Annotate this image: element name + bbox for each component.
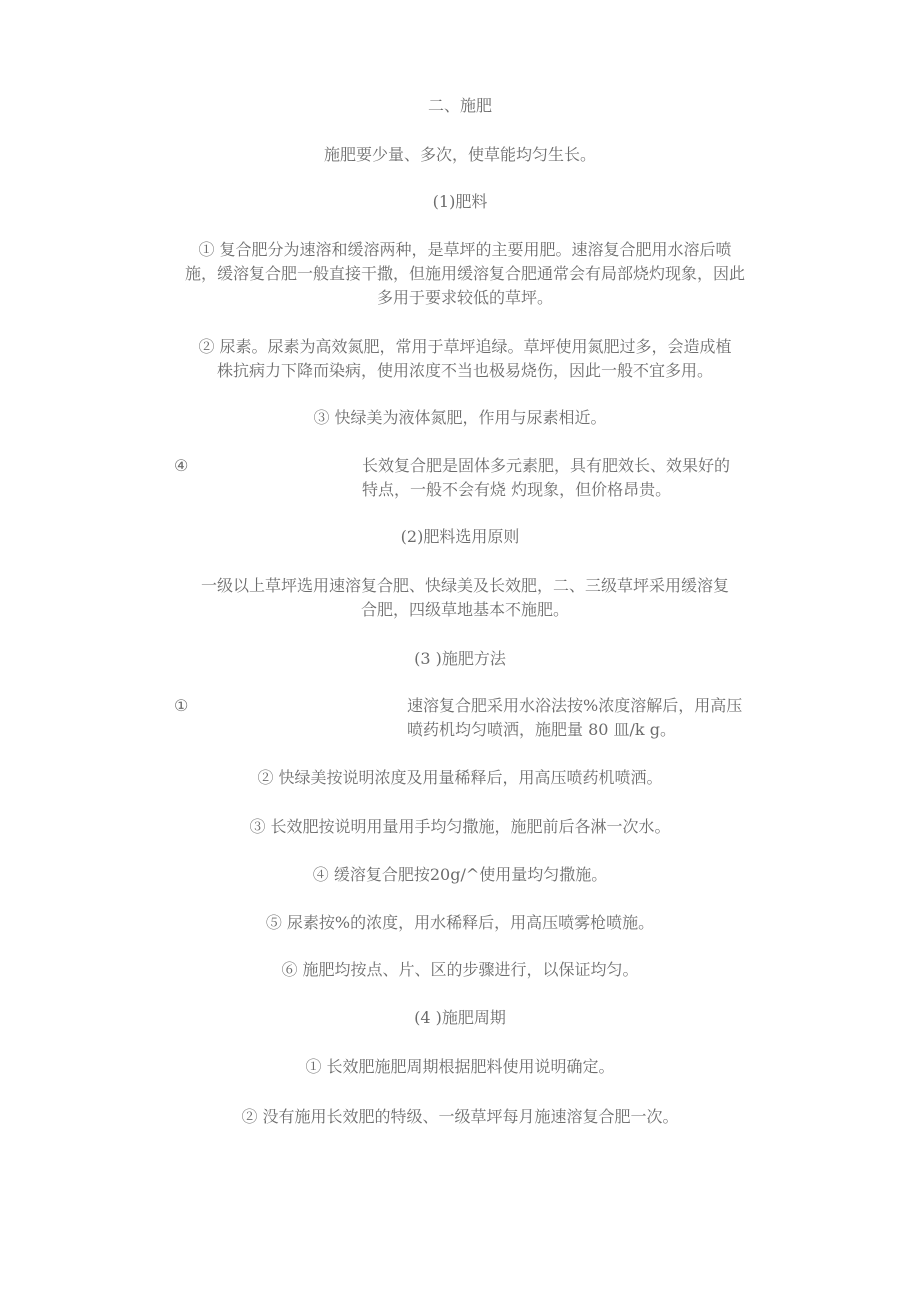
- principles-line-1: 一级以上草坪选用速溶复合肥、快绿美及长效肥，二、三级草坪采用缓溶复: [200, 576, 729, 595]
- fertilizer-item-1-line-3: 多用于要求较低的草坪。: [376, 288, 553, 307]
- principles-line-2: 合肥，四级草地基本不施肥。: [360, 600, 569, 619]
- methods-item-1-marker: ①: [174, 696, 189, 715]
- fertilizer-item-3: ③ 快绿美为液体氮肥，作用与尿素相近。: [313, 408, 607, 427]
- cycle-item-2: ② 没有施用长效肥的特级、一级草坪每月施速溶复合肥一次。: [241, 1107, 679, 1126]
- cycle-heading: (4 )施肥周期: [414, 1008, 506, 1027]
- methods-item-1-line-2: 喷药机均匀喷洒，施肥量 80 皿/k g。: [407, 720, 676, 739]
- principles-text: [120, 574, 810, 622]
- methods-heading: (3 )施肥方法: [414, 649, 506, 668]
- fertilizer-item-2: [120, 335, 810, 383]
- methods-item-6: ⑥ 施肥均按点、片、区的步骤进行，以保证均匀。: [281, 960, 639, 979]
- methods-item-2: ② 快绿美按说明浓度及用量稀释后，用高压喷药机喷洒。: [257, 768, 663, 787]
- fertilizer-item-1-line-2: 施，缓溶复合肥一般直接干撒，但施用缓溶复合肥通常会有局部烧灼现象，因此: [184, 264, 745, 283]
- fertilizer-item-4-line-2: 特点，一般不会有烧 灼现象，但价格昂贵。: [362, 480, 672, 499]
- fertilizer-item-1-line-1: ① 复合肥分为速溶和缓溶两种，是草坪的主要用肥。速溶复合肥用水溶后喷: [198, 240, 732, 259]
- fertilizer-item-4-line-1: 长效复合肥是固体多元素肥，具有肥效长、效果好的: [362, 456, 731, 475]
- fertilizer-item-2-line-1: ② 尿素。尿素为高效氮肥，常用于草坪追绿。草坪使用氮肥过多，会造成植: [198, 337, 732, 356]
- methods-item-3: ③ 长效肥按说明用量用手均匀撒施，施肥前后各淋一次水。: [249, 817, 671, 836]
- methods-item-4: ④ 缓溶复合肥按20g/^使用量均匀撒施。: [312, 865, 608, 884]
- intro-text: 施肥要少量、多次，使草能均匀生长。: [323, 145, 596, 164]
- principles-heading: (2)肥料选用原则: [400, 527, 520, 546]
- fertilizer-item-2-line-2: 株抗病力下降而染病，使用浓度不当也极易烧伤，因此一般不宜多用。: [216, 361, 713, 380]
- methods-item-5: ⑤ 尿素按%的浓度，用水稀释后，用高压喷雾枪喷施。: [265, 913, 655, 932]
- fertilizer-item-4-marker: ④: [174, 456, 189, 475]
- methods-item-1-line-1: 速溶复合肥采用水浴法按%浓度溶解后，用高压: [407, 696, 743, 715]
- fertilizer-item-1: [120, 238, 810, 310]
- cycle-item-1: ① 长效肥施肥周期根据肥料使用说明确定。: [305, 1057, 615, 1076]
- section-title: 二、施肥: [427, 96, 492, 115]
- fertilizer-heading: (1)肥料: [432, 192, 488, 211]
